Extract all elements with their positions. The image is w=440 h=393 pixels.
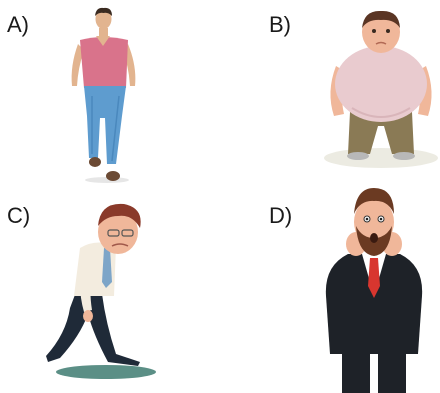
shocked-bearded-man-icon — [318, 186, 430, 393]
option-b-label: B) — [269, 12, 291, 37]
fit-man-walking-icon — [62, 6, 147, 186]
tired-sad-man-walking-icon — [40, 196, 165, 381]
option-c-label: C) — [7, 203, 31, 228]
option-d-label: D) — [269, 203, 293, 228]
option-a-label: A) — [7, 12, 29, 37]
overweight-man-standing-icon — [322, 8, 440, 168]
